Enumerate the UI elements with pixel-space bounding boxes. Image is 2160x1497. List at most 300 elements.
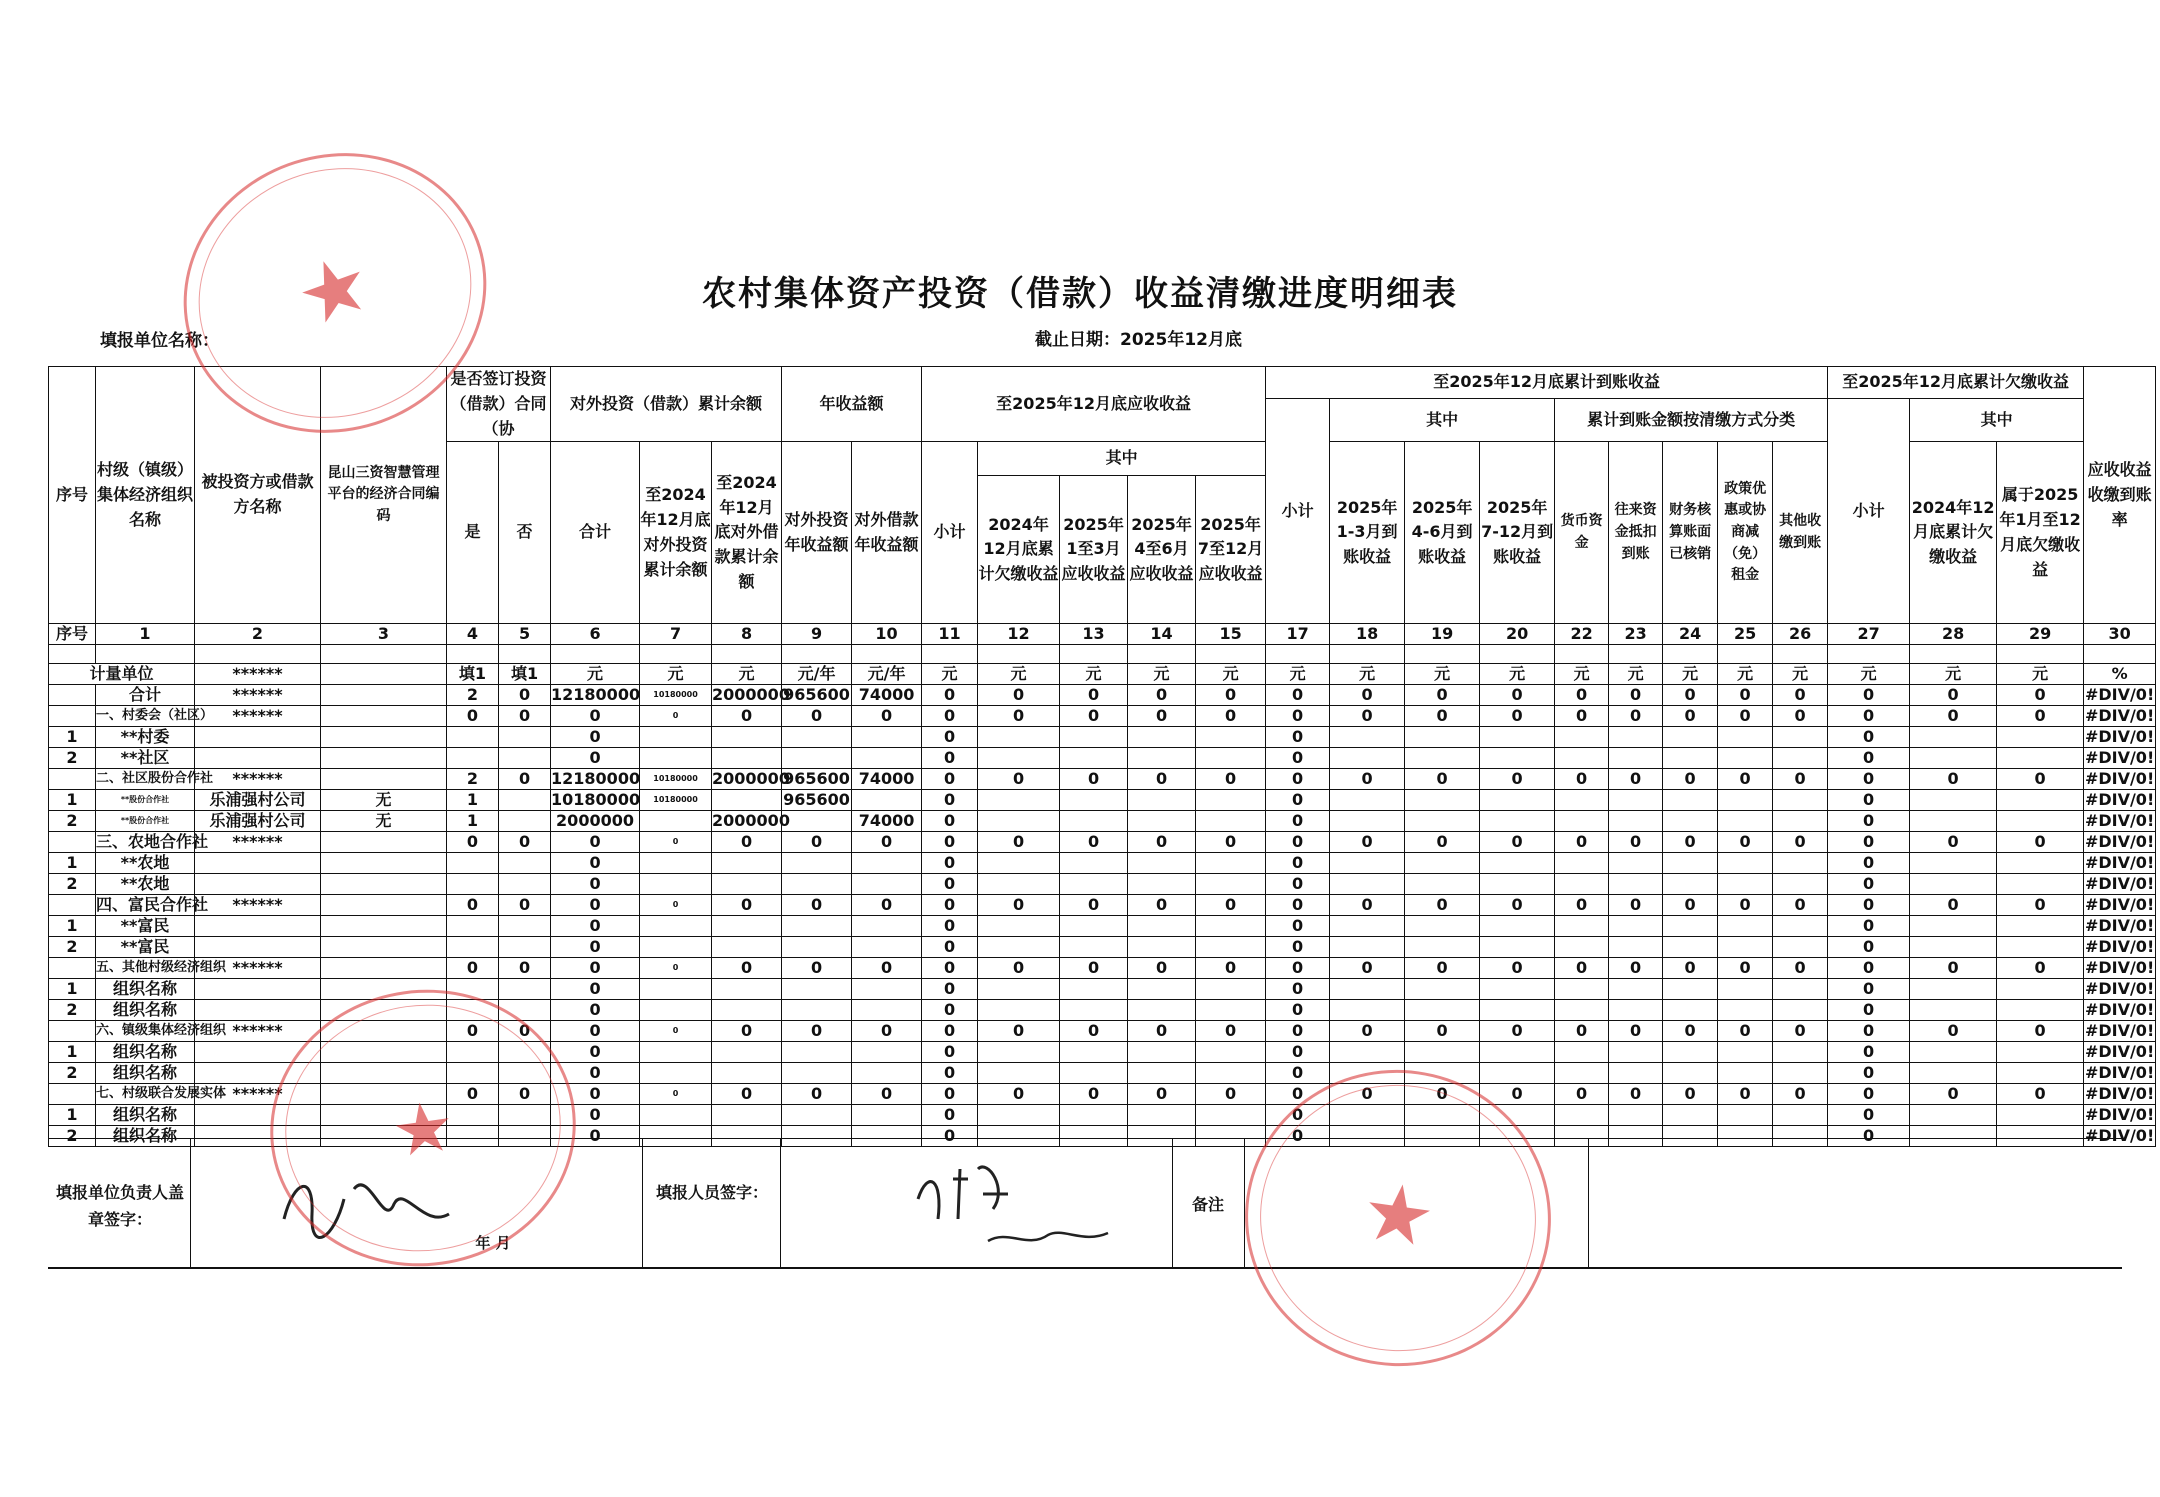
row-col-18: 0 (1330, 1021, 1405, 1042)
row-balance-loan: 2000000 (712, 685, 790, 705)
unit-cell: 元 (978, 664, 1060, 685)
row-collection-rate: #DIV/0! (2084, 832, 2155, 852)
row-invested-name: ****** (195, 832, 321, 853)
row-balance-invest (640, 1000, 712, 1021)
row-signed-yes: 0 (447, 958, 499, 979)
row-col-19: 0 (1405, 706, 1480, 727)
row-col-26 (1773, 916, 1828, 937)
row-col-17: 0 (1266, 1084, 1330, 1105)
leader-date-label: 年 月 (475, 1234, 511, 1252)
unit-cell: 元 (1330, 664, 1405, 685)
row-balance-invest (640, 853, 712, 874)
row-col-25 (1718, 1042, 1773, 1063)
row-col-23 (1609, 937, 1663, 958)
row-balance-loan: 0 (712, 895, 782, 916)
row-col-14 (1128, 916, 1196, 937)
row-col-18: 0 (1330, 895, 1405, 916)
row-balance-total: 0 (551, 706, 640, 727)
row-col-26: 0 (1773, 769, 1828, 790)
row-signed-no: 0 (499, 1084, 551, 1105)
blank-cell (96, 645, 195, 664)
row-collection-rate: #DIV/0! (2084, 727, 2155, 747)
col-number: 27 (1828, 624, 1910, 645)
blank-cell (195, 645, 321, 664)
row-balance-invest (640, 727, 712, 748)
row-contract-code (321, 769, 447, 790)
row-col-29: 0 (1997, 769, 2084, 790)
row-col-19 (1405, 916, 1480, 937)
row-col-22 (1555, 1000, 1609, 1021)
row-col-24 (1663, 874, 1718, 895)
row-seq (49, 958, 96, 979)
row-col-29 (1997, 1105, 2084, 1126)
row-balance-total: 0 (551, 958, 640, 979)
hdr-m-writeoff: 财务核算账面已核销 (1663, 442, 1718, 624)
row-col-28 (1910, 979, 1997, 1000)
col-number: 23 (1609, 624, 1663, 645)
row-col-27: 0 (1828, 853, 1910, 874)
row-col-11: 0 (922, 811, 978, 832)
row-col-23 (1609, 727, 1663, 748)
row-annual-invest (782, 874, 852, 895)
row-col-29: 0 (1997, 832, 2084, 853)
blank-cell (2084, 645, 2156, 664)
row-balance-loan (712, 916, 782, 937)
col-number: 11 (922, 624, 978, 645)
row-signed-yes: 0 (447, 1084, 499, 1105)
unit-cell: 元/年 (852, 664, 922, 685)
row-col-17: 0 (1266, 790, 1330, 811)
row-balance-total: 2000000 (551, 811, 640, 832)
row-col-28: 0 (1910, 958, 1997, 979)
unit-label: 填报单位名称： (100, 331, 219, 351)
row-col-26 (1773, 811, 1828, 832)
row-col-28: 0 (1910, 1021, 1997, 1042)
row-annual-loan: 0 (852, 958, 922, 979)
row-collection-rate: #DIV/0! (2084, 1063, 2155, 1083)
row-col-28 (1910, 853, 1997, 874)
row-col-20: 0 (1480, 832, 1555, 853)
row-invested-name: ****** (195, 769, 321, 790)
row-invested-name (195, 874, 321, 895)
row-balance-invest (640, 1063, 712, 1084)
row-col-25: 0 (1718, 958, 1773, 979)
row-col-13 (1060, 916, 1128, 937)
row-col-17: 0 (1266, 811, 1330, 832)
hdr-due-group: 至2025年12月底应收收益 (922, 367, 1266, 442)
row-balance-total: 0 (551, 1000, 640, 1021)
row-col-29: 0 (1997, 958, 2084, 979)
row-balance-invest: 10180000 (640, 685, 712, 706)
hdr-arr-2024: 2024年12月底累计欠缴收益 (1910, 442, 1997, 624)
hdr-m-cash: 货币资金 (1555, 442, 1609, 624)
row-org-name: **村委 (96, 727, 195, 748)
row-annual-loan (852, 853, 922, 874)
table-row (49, 979, 2156, 1000)
hdr-due-q1: 2025年1至3月应收收益 (1060, 476, 1128, 624)
row-col-12: 0 (978, 1021, 1060, 1042)
row-col-25 (1718, 727, 1773, 748)
table-row (49, 706, 2156, 727)
hdr-bal-loan: 至2024年12月底对外借款累计余额 (712, 442, 782, 624)
row-col-18 (1330, 853, 1405, 874)
row-col-18: 0 (1330, 1084, 1405, 1105)
row-org-name: 合计 (96, 685, 195, 706)
col-number: 20 (1480, 624, 1555, 645)
row-col-20 (1480, 1042, 1555, 1063)
row-invested-name (195, 979, 321, 1000)
row-invested-name (195, 916, 321, 937)
row-org-name: 组织名称 (96, 1126, 195, 1147)
row-col-13: 0 (1060, 1084, 1128, 1105)
row-seq: 1 (49, 790, 96, 811)
row-signed-no (499, 916, 551, 937)
row-collection-rate: #DIV/0! (2084, 1000, 2155, 1020)
date-label: 截止日期：2025年12月底 (1035, 330, 1242, 350)
row-col-20 (1480, 811, 1555, 832)
row-col-19 (1405, 874, 1480, 895)
row-col-23 (1609, 1000, 1663, 1021)
row-contract-code (321, 874, 447, 895)
row-seq: 2 (49, 748, 96, 769)
col-number: 2 (195, 624, 321, 645)
row-col-13: 0 (1060, 706, 1128, 727)
row-col-11: 0 (922, 853, 978, 874)
row-col-26 (1773, 727, 1828, 748)
row-col-23: 0 (1609, 895, 1663, 916)
row-balance-invest (640, 811, 712, 832)
row-col-12 (978, 811, 1060, 832)
unit-cell: 元 (1910, 664, 1997, 685)
row-col-23: 0 (1609, 685, 1663, 706)
col-number: 5 (499, 624, 551, 645)
row-signed-yes: 1 (447, 790, 499, 811)
row-annual-loan (852, 937, 922, 958)
row-col-27: 0 (1828, 1000, 1910, 1021)
row-col-23 (1609, 979, 1663, 1000)
row-balance-total: 0 (551, 1105, 640, 1126)
row-col-12 (978, 1000, 1060, 1021)
row-col-27: 0 (1828, 895, 1910, 916)
row-col-14 (1128, 1063, 1196, 1084)
row-balance-invest: 10180000 (640, 790, 712, 811)
blank-cell (712, 645, 782, 664)
hdr-arr-of: 其中 (1910, 399, 2084, 442)
row-col-20: 0 (1480, 895, 1555, 916)
row-col-13 (1060, 1042, 1128, 1063)
row-col-24: 0 (1663, 685, 1718, 706)
row-signed-yes: 1 (447, 811, 499, 832)
row-invested-name: ****** (195, 685, 321, 706)
blank-cell (1196, 645, 1266, 664)
row-signed-yes (447, 874, 499, 895)
unit-cell: 元 (1997, 664, 2084, 685)
row-balance-loan: 0 (712, 832, 782, 853)
row-balance-total: 0 (551, 979, 640, 1000)
row-col-23 (1609, 916, 1663, 937)
table-row (49, 874, 2156, 895)
row-col-13 (1060, 937, 1128, 958)
row-col-28 (1910, 1042, 1997, 1063)
row-invested-name (195, 937, 321, 958)
col-number: 30 (2084, 624, 2156, 645)
row-col-23: 0 (1609, 706, 1663, 727)
row-col-29: 0 (1997, 1084, 2084, 1105)
hdr-yes: 是 (447, 442, 499, 624)
row-annual-loan (852, 1105, 922, 1126)
row-collection-rate: #DIV/0! (2084, 748, 2155, 768)
col-number: 19 (1405, 624, 1480, 645)
row-col-22: 0 (1555, 706, 1609, 727)
row-col-24 (1663, 1000, 1718, 1021)
row-col-15 (1196, 1042, 1266, 1063)
row-signed-no: 0 (499, 1021, 551, 1042)
blank-cell (978, 645, 1060, 664)
row-col-15 (1196, 1000, 1266, 1021)
row-col-27: 0 (1828, 1105, 1910, 1126)
row-org-name: 一、村委会（社区） (96, 706, 195, 727)
row-col-24 (1663, 1105, 1718, 1126)
row-col-29: 0 (1997, 685, 2084, 706)
row-col-19: 0 (1405, 769, 1480, 790)
hdr-seq: 序号 (49, 367, 96, 624)
row-col-13: 0 (1060, 895, 1128, 916)
row-col-27: 0 (1828, 706, 1910, 727)
row-col-11: 0 (922, 1063, 978, 1084)
row-col-26 (1773, 874, 1828, 895)
row-col-15 (1196, 853, 1266, 874)
row-contract-code (321, 958, 447, 979)
table-row (49, 853, 2156, 874)
row-collection-rate: #DIV/0! (2084, 895, 2155, 915)
row-col-13: 0 (1060, 958, 1128, 979)
row-col-20 (1480, 937, 1555, 958)
row-annual-invest (782, 979, 852, 1000)
row-col-11: 0 (922, 727, 978, 748)
row-collection-rate: #DIV/0! (2084, 916, 2155, 936)
table-row (49, 832, 2156, 853)
unit-cell: 计量单位 (49, 664, 195, 685)
blank-cell (782, 645, 852, 664)
row-balance-loan: 0 (712, 1084, 782, 1105)
row-col-14 (1128, 979, 1196, 1000)
row-col-14: 0 (1128, 1021, 1196, 1042)
unit-cell: % (2084, 664, 2156, 685)
row-col-20: 0 (1480, 1021, 1555, 1042)
row-col-29: 0 (1997, 1021, 2084, 1042)
row-signed-no: 0 (499, 895, 551, 916)
row-col-22 (1555, 1063, 1609, 1084)
row-col-26 (1773, 979, 1828, 1000)
filler-handwritten-signature (898, 1149, 1138, 1259)
row-org-name: **农地 (96, 874, 195, 895)
row-col-25: 0 (1718, 1084, 1773, 1105)
row-col-22: 0 (1555, 1021, 1609, 1042)
hdr-recv-group: 至2025年12月底累计到账收益 (1266, 367, 1828, 399)
row-col-22: 0 (1555, 1084, 1609, 1105)
row-col-22: 0 (1555, 685, 1609, 706)
col-number: 17 (1266, 624, 1330, 645)
row-col-13 (1060, 1000, 1128, 1021)
hdr-recv-of: 其中 (1330, 399, 1555, 442)
row-col-20 (1480, 1000, 1555, 1021)
row-col-19 (1405, 748, 1480, 769)
row-col-12 (978, 790, 1060, 811)
blank-cell (1773, 645, 1828, 664)
row-col-28 (1910, 874, 1997, 895)
row-col-14: 0 (1128, 769, 1196, 790)
blank-row (49, 645, 2156, 664)
row-col-13 (1060, 874, 1128, 895)
row-col-25: 0 (1718, 832, 1773, 853)
row-col-12 (978, 937, 1060, 958)
row-balance-loan: 0 (712, 1021, 782, 1042)
row-col-23 (1609, 1042, 1663, 1063)
row-col-17: 0 (1266, 727, 1330, 748)
row-col-17: 0 (1266, 958, 1330, 979)
row-col-20: 0 (1480, 685, 1555, 706)
row-col-13: 0 (1060, 832, 1128, 853)
row-col-11: 0 (922, 790, 978, 811)
col-number: 15 (1196, 624, 1266, 645)
row-col-26 (1773, 853, 1828, 874)
row-col-29: 0 (1997, 895, 2084, 916)
row-col-26 (1773, 1000, 1828, 1021)
official-seal-stamp: ★ (144, 111, 526, 475)
hdr-ann-invest: 对外投资年收益额 (782, 442, 852, 624)
row-balance-invest (640, 748, 712, 769)
row-col-28 (1910, 916, 1997, 937)
row-col-28: 0 (1910, 706, 1997, 727)
row-col-28 (1910, 748, 1997, 769)
units-row (49, 664, 2156, 685)
unit-cell: 元 (1405, 664, 1480, 685)
hdr-arrears-group: 至2025年12月底累计欠缴收益 (1828, 367, 2084, 399)
row-collection-rate: #DIV/0! (2084, 1021, 2155, 1041)
row-col-17: 0 (1266, 706, 1330, 727)
unit-cell: 元 (1128, 664, 1196, 685)
row-balance-total: 0 (551, 1042, 640, 1063)
row-collection-rate: #DIV/0! (2084, 874, 2155, 894)
row-seq: 1 (49, 1105, 96, 1126)
unit-cell: 元 (1480, 664, 1555, 685)
row-org-name: 组织名称 (96, 1000, 195, 1021)
row-balance-total: 10180000 (551, 790, 641, 810)
unit-cell: 元 (712, 664, 782, 685)
table-row (49, 685, 2156, 706)
row-col-29 (1997, 853, 2084, 874)
row-col-26: 0 (1773, 1084, 1828, 1105)
row-col-25: 0 (1718, 895, 1773, 916)
row-col-28: 0 (1910, 895, 1997, 916)
row-signed-no (499, 853, 551, 874)
blank-cell (852, 645, 922, 664)
row-col-23 (1609, 853, 1663, 874)
row-annual-invest: 965600 (783, 790, 850, 810)
row-col-17: 0 (1266, 1126, 1330, 1147)
row-balance-loan (712, 790, 782, 811)
row-signed-no (499, 727, 551, 748)
col-number: 18 (1330, 624, 1405, 645)
row-col-15: 0 (1196, 958, 1266, 979)
row-balance-loan: 0 (712, 958, 782, 979)
row-col-25 (1718, 790, 1773, 811)
row-col-22 (1555, 811, 1609, 832)
row-col-19 (1405, 979, 1480, 1000)
row-contract-code (321, 706, 447, 727)
row-col-15: 0 (1196, 769, 1266, 790)
row-col-27: 0 (1828, 874, 1910, 895)
row-col-18 (1330, 937, 1405, 958)
row-invested-name: ****** (195, 895, 321, 916)
row-balance-loan (712, 937, 782, 958)
row-col-14 (1128, 1000, 1196, 1021)
col-number: 14 (1128, 624, 1196, 645)
row-col-27: 0 (1828, 979, 1910, 1000)
row-col-20 (1480, 790, 1555, 811)
row-col-24 (1663, 811, 1718, 832)
row-annual-loan: 0 (852, 895, 922, 916)
row-org-name: 七、村级联合发展实体 (96, 1084, 195, 1105)
row-col-17: 0 (1266, 748, 1330, 769)
row-annual-loan: 0 (852, 1021, 922, 1042)
col-number: 7 (640, 624, 712, 645)
row-col-24 (1663, 1042, 1718, 1063)
unit-cell: 元 (1773, 664, 1828, 685)
row-seq: 1 (49, 979, 96, 1000)
blank-cell (1828, 645, 1910, 664)
col-number: 9 (782, 624, 852, 645)
row-col-17: 0 (1266, 1105, 1330, 1126)
row-col-22: 0 (1555, 769, 1609, 790)
row-col-15: 0 (1196, 895, 1266, 916)
unit-cell: 元 (640, 664, 712, 685)
row-col-14 (1128, 727, 1196, 748)
row-invested-name: 乐浦强村公司 (195, 811, 321, 832)
row-org-name: **社区 (96, 748, 195, 769)
row-invested-name: ****** (195, 1084, 321, 1105)
row-col-18 (1330, 874, 1405, 895)
row-collection-rate: #DIV/0! (2084, 769, 2155, 789)
row-signed-yes: 0 (447, 895, 499, 916)
row-col-14: 0 (1128, 706, 1196, 727)
row-col-18 (1330, 1042, 1405, 1063)
row-col-19: 0 (1405, 685, 1480, 706)
row-contract-code (321, 727, 447, 748)
row-col-20 (1480, 727, 1555, 748)
row-col-29 (1997, 790, 2084, 811)
row-col-27: 0 (1828, 916, 1910, 937)
row-col-15: 0 (1196, 1021, 1266, 1042)
row-col-13 (1060, 748, 1128, 769)
row-collection-rate: #DIV/0! (2084, 1105, 2155, 1125)
row-collection-rate: #DIV/0! (2084, 853, 2155, 873)
blank-cell (1480, 645, 1555, 664)
hdr-bal-invest: 至2024年12月底对外投资累计余额 (640, 442, 712, 624)
table-row (49, 937, 2156, 958)
row-annual-loan (852, 1000, 922, 1021)
row-col-19: 0 (1405, 895, 1480, 916)
row-col-18: 0 (1330, 769, 1405, 790)
row-col-19: 0 (1405, 832, 1480, 853)
row-col-26 (1773, 1063, 1828, 1084)
row-col-11: 0 (922, 895, 978, 916)
row-annual-loan: 74000 (852, 685, 922, 706)
row-annual-invest (782, 1000, 852, 1021)
row-signed-no (499, 979, 551, 1000)
hdr-due-of: 其中 (978, 442, 1266, 476)
table-row (49, 916, 2156, 937)
